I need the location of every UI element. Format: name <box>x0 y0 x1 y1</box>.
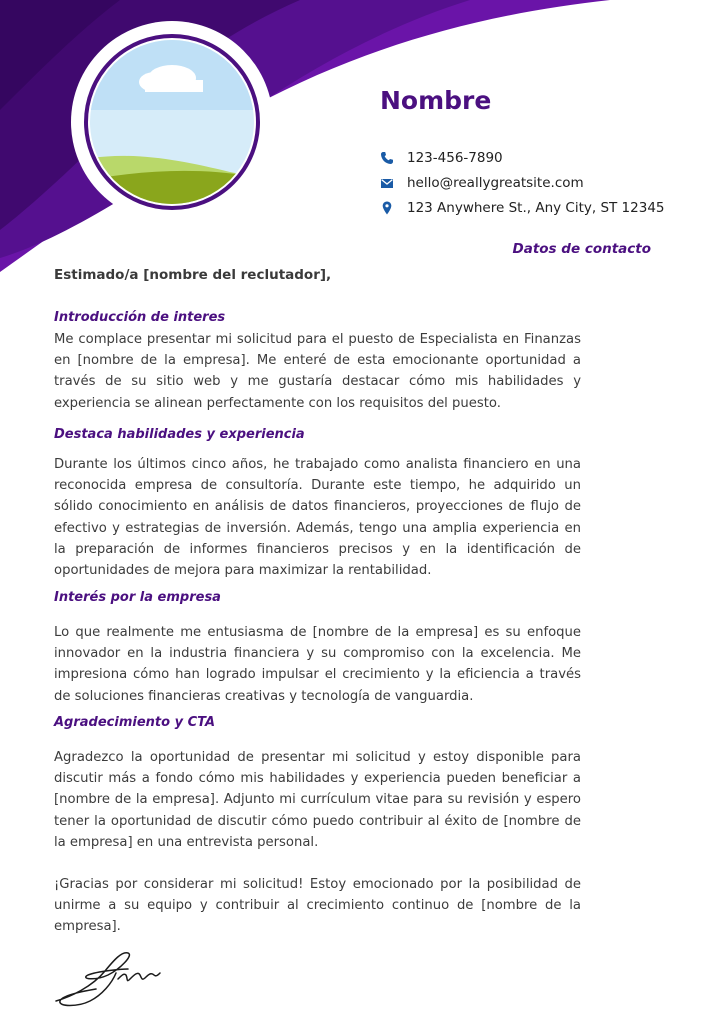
section-title-skills: Destaca habilidades y experiencia <box>54 427 305 442</box>
phone-icon <box>380 151 394 165</box>
mail-icon <box>380 176 394 190</box>
address-text: 123 Anywhere St., Any City, ST 12345 <box>407 200 665 216</box>
section-text-thanks: Agradezco la oportunidad de presentar mi solicitud y estoy disponible para discutir más a fondo cómo mis habilidades y experiencia pueden beneficiar a [nombre de la empresa]. Adjunto mi currículum vitae para su revisión y espero tener la oportunidad de discutir cómo puedo contribuir al éxito de [nombre de la empresa] en una entrevista personal. <box>54 750 581 850</box>
location-pin-icon <box>380 201 394 215</box>
section-text-skills: Durante los últimos cinco años, he trabajado como analista financiero en una reconocida empresa de consultoría. Durante este tiempo, he adquirido un sólido conocimiento en análisis de datos financieros, proyecciones de flujo de efectivo y estrategias de inversión. Además, tengo una amplia experiencia en la preparación de informes financieros precisos y en la identificación de oportunidades de mejora para maximizar la rentabilidad. <box>54 457 581 579</box>
contact-address <box>380 198 665 218</box>
greeting: Estimado/a [nombre del reclutador], <box>54 267 332 283</box>
section-text-company: Lo que realmente me entusiasma de [nombre de la empresa] es su enfoque innovador en la industria financiera y su compromiso con la excelencia. Me impresiona cómo han logrado impulsar el crecimiento y la eficiencia a través de soluciones financieras creativas y tecnología de vanguardia. <box>54 625 581 704</box>
applicant-name: Nombre <box>380 86 492 115</box>
email-text: hello@reallygreatsite.com <box>407 175 584 191</box>
contact-phone <box>380 148 503 168</box>
contact-email <box>380 173 584 193</box>
section-title-thanks: Agradecimiento y CTA <box>54 715 216 730</box>
contact-section-label: Datos de contacto <box>512 241 651 257</box>
closing-paragraph: ¡Gracias por considerar mi solicitud! Estoy emocionado por la posibilidad de unirme a su equipo y contribuir al crecimiento continuo de [nombre de la empresa]. <box>54 877 581 935</box>
signature-image <box>50 945 170 1010</box>
phone-text: 123-456-7890 <box>407 150 503 166</box>
section-title-intro: Introducción de interes <box>54 310 226 325</box>
section-text-intro: Me complace presentar mi solicitud para el puesto de Especialista en Finanzas en [nombre de la empresa]. Me enteré de esta emocionante oportunidad a través de su sitio web y me gustaría destacar cómo mis habilidades y experiencia se alinean perfectamente con los requisitos del puesto. <box>54 332 581 411</box>
section-title-company: Interés por la empresa <box>54 590 221 605</box>
